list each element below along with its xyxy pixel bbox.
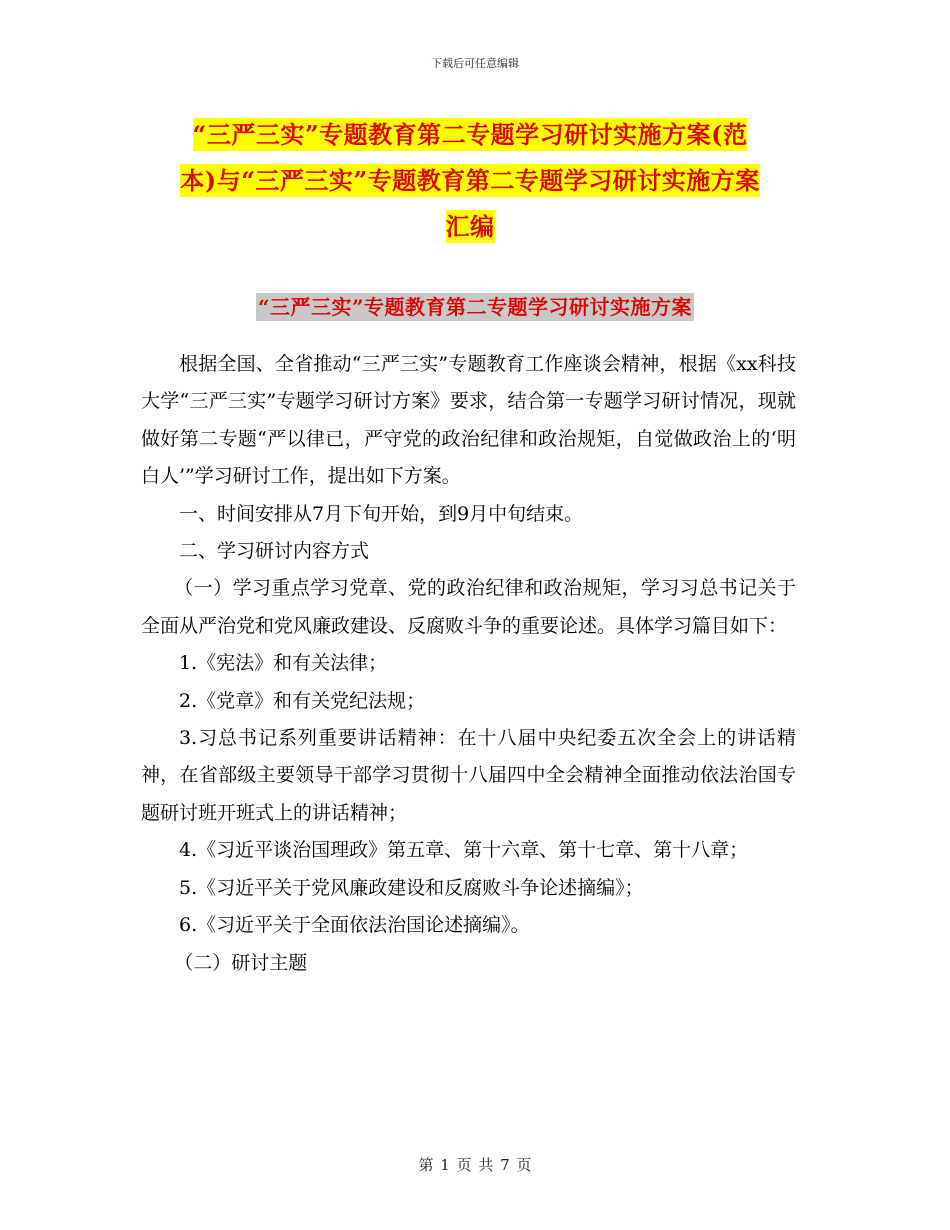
document-title-line-2: 本)与“三严三实”专题教育第二专题学习研讨实施方案 [180, 166, 760, 195]
page-number-footer: 第 1 页 共 7 页 [418, 1156, 532, 1174]
document-title [130, 112, 810, 250]
intro-paragraph: 根据全国、全省推动“三严三实”专题教育工作座谈会精神，根据《xx科技大学“三严三实”专题学习研讨方案》要求，结合第一专题学习研讨情况，现就做好第二专题“严以律已，严守党的政治纪律和政治规矩，自觉做政治上的‘明白人’”学习研讨工作，提出如下方案。 [141, 353, 796, 488]
content-method-heading: 二、学习研讨内容方式 [179, 540, 370, 563]
study-item-6: 6.《习近平关于全面依法治国论述摘编》。 [179, 914, 530, 937]
section-title-text: “三严三实”专题教育第二专题学习研讨实施方案 [257, 295, 692, 319]
discussion-topic-heading: （二）研讨主题 [174, 951, 308, 974]
document-title-line-1: “三严三实”专题教育第二专题学习研讨实施方案(范 [192, 120, 748, 149]
section-title [0, 291, 950, 320]
time-schedule-paragraph: 一、时间安排从7月下旬开始，到9月中旬结束。 [179, 502, 584, 525]
study-item-4: 4.《习近平谈治国理政》第五章、第十六章、第十七章、第十八章； [179, 839, 749, 862]
document-title-line-3: 汇编 [445, 212, 495, 241]
study-focus-paragraph: （一）学习重点学习党章、党的政治纪律和政治规矩，学习习总书记关于全面从严治党和党风廉政建设、反腐败斗争的重要论述。具体学习篇目如下： [141, 577, 796, 637]
study-item-3: 3.习总书记系列重要讲话精神：在十八届中央纪委五次全会上的讲话精神，在省部级主要领导干部学习贯彻十八届四中全会精神全面推动依法治国专题研讨班开班式上的讲话精神； [141, 727, 796, 824]
study-item-1: 1.《宪法》和有关法律； [179, 652, 388, 675]
page-header: 下载后可任意编辑 [431, 57, 519, 70]
document-body [141, 346, 796, 982]
study-item-5: 5.《习近平关于党风廉政建设和反腐败斗争论述摘编》； [179, 876, 644, 899]
study-item-2: 2.《党章》和有关党纪法规； [179, 689, 426, 712]
